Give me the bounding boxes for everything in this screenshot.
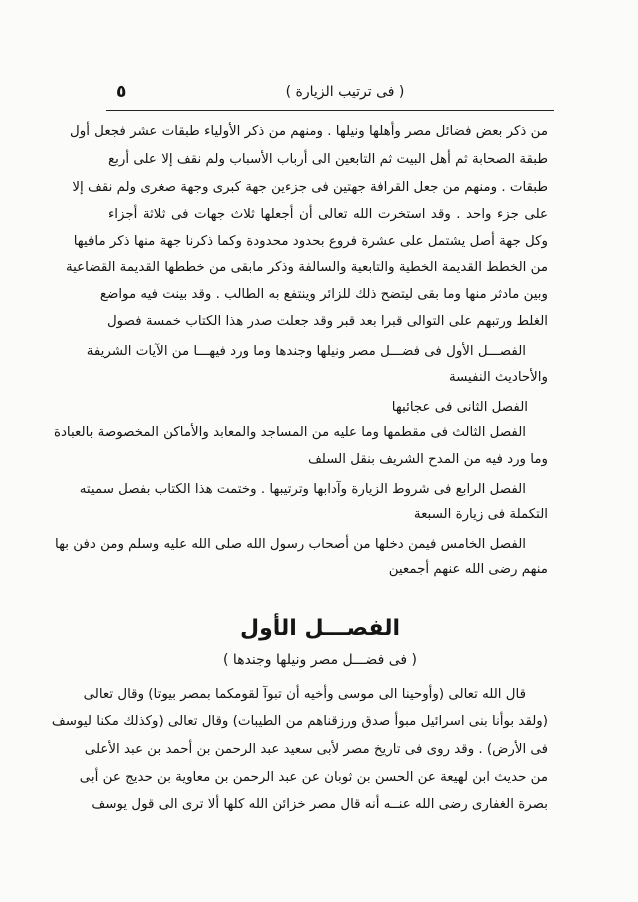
running-header: ( فى ترتيب الزيارة ) (285, 84, 405, 100)
chapter-item-1-continuation: والأحاديث النفيسة (448, 370, 548, 385)
body-line: وكل جهة أصل يشتمل على عشرة فروع بحدود محدودة وكما ذكرنا جهة منها ذكر مافيها (73, 234, 548, 249)
body-line: على جزء واحد . وقد استخرت الله تعالى أن أجعلها ثلاث جهات فى ثلاثة أجزاء (108, 207, 548, 222)
body-line: من ذكر بعض فضائل مصر وأهلها ونيلها . ومنهم من ذكر الأولياء طبقات عشر فجعل أول (70, 124, 548, 139)
body-line: وبين مادثر منها وما بقى ليتضح ذلك للزائر وينتفع به الطالب . وقد بينت فيه مواضع (99, 287, 548, 302)
chapter-item-3: الفصل الثالث فى مقطمها وما عليه من المساجد والمعابد والأماكن المخصوصة بالعبادة (53, 425, 526, 440)
chapter-item-4-continuation: التكملة فى زيارة السبعة (413, 507, 548, 522)
body-line: من الخطط القديمة الخطية والتابعية والسالفة وذكر مابقى من خططها القديمة القضاعية (65, 260, 548, 275)
chapter-item-5-continuation: منهم رضى الله عنهم أجمعين (388, 562, 548, 577)
chapter-item-5: الفصل الخامس فيمن دخلها من أصحاب رسول الله صلى الله عليه وسلم ومن دفن بها (55, 537, 526, 552)
body-line: طبقة الصحابة ثم أهل البيت ثم التابعين الى أرباب الأسباب ولم نقف إلا على أربع (108, 152, 548, 167)
body-line: الغلط ورتبهم على التوالى قبرا بعد قبر وقد جعلت صدر هذا الكتاب خمسة فصول (106, 314, 548, 329)
chapter-item-1: الفصـــل الأول فى فضـــل مصر ونيلها وجندها وما ورد فيهـــا من الآيات الشريفة (86, 344, 526, 359)
chapter-item-2: الفصل الثانى فى عجائبها (391, 400, 528, 415)
body-line: طبقات . ومنهم من جعل القرافة جهتين فى جزءين جهة كبرى وجهة صغرى ولم نقف إلا (72, 180, 548, 195)
chapter-item-3-continuation: وما ورد فيه من المدح الشريف بنقل السلف (307, 452, 548, 467)
paragraph-line: من حديث ابن لهيعة عن الحسن بن ثوبان عن عبد الرحمن بن معاوية بن حديج عن أبى (79, 770, 548, 785)
chapter-item-4: الفصل الرابع فى شروط الزيارة وآدابها وترتيبها . وختمت هذا الكتاب بفصل سميته (79, 482, 526, 497)
section-subheading: ( فى فضـــل مصر ونيلها وجندها ) (223, 652, 417, 668)
header-rule (106, 110, 554, 111)
paragraph-line: بصرة الغفارى رضى الله عنــه أنه قال مصر خزائن الله كلها ألا ترى الى قول يوسف (91, 797, 548, 812)
paragraph-line: قال الله تعالى (وأوحينا الى موسى وأخيه أن تبوآ لقومكما بمصر بيوتا) وقال تعالى (83, 687, 526, 702)
paragraph-line: فى الأرض) . وقد روى فى تاريخ مصر لأبى سعيد عبد الرحمن بن أحمد بن عبد الأعلى (84, 742, 548, 757)
section-heading: الفصـــل الأول (240, 616, 400, 641)
page-number: ٥ (116, 82, 127, 102)
paragraph-line: (ولقد بوأنا بنى اسرائيل مبوأ صدق ورزقناهم من الطيبات) وقال تعالى (وكذلك مكنا ليوسف (51, 714, 548, 729)
